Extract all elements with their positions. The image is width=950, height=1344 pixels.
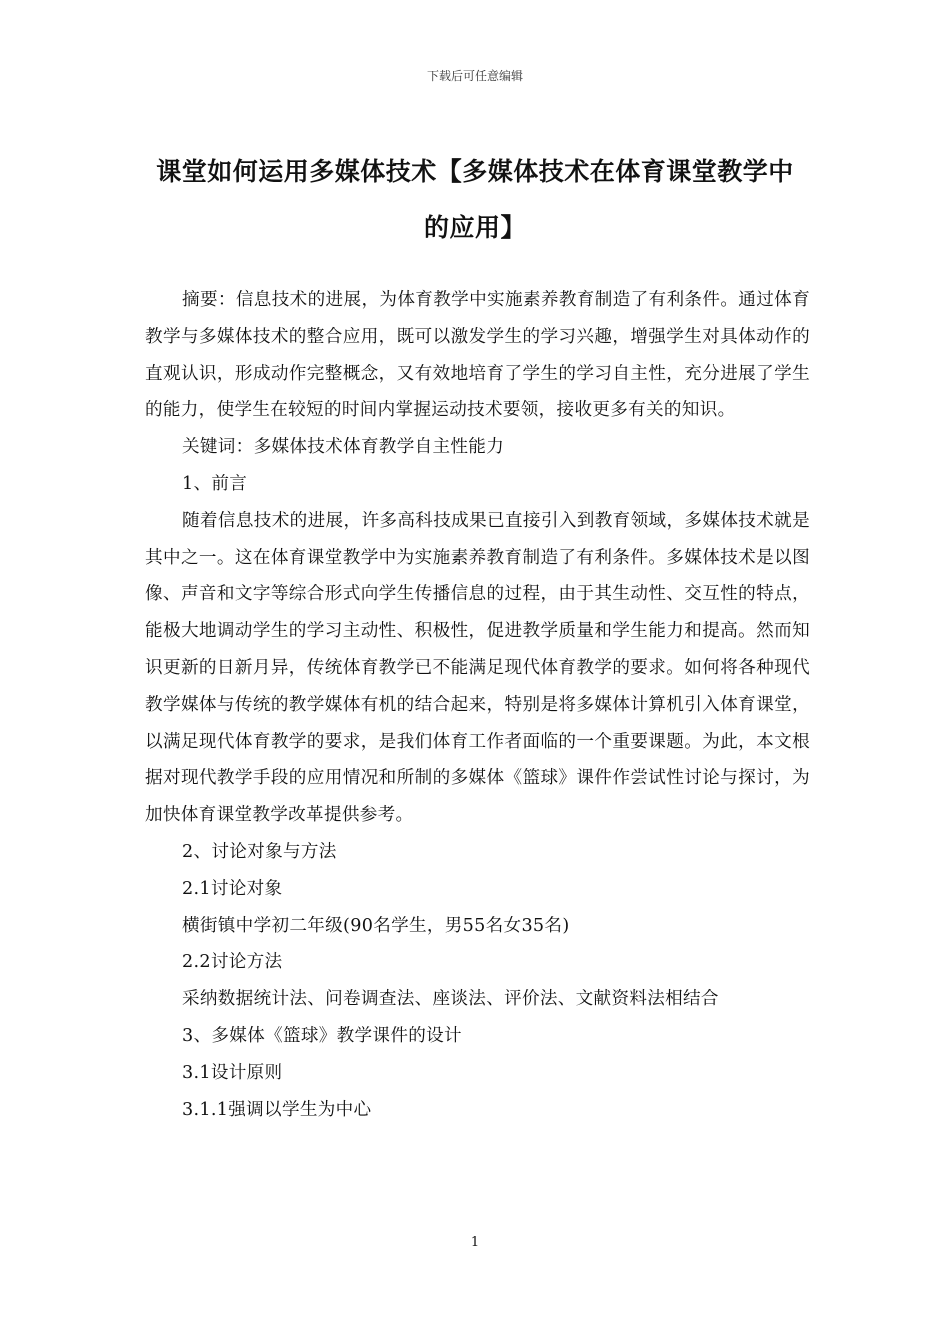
keywords-paragraph: 关键词：多媒体技术体育教学自主性能力 [182, 437, 505, 458]
title-line-1: 课堂如何运用多媒体技术【多媒体技术在体育课堂教学中 [156, 157, 794, 186]
subsection-heading: 3.1.1强调以学生为中心 [182, 1099, 372, 1120]
section-heading: 1、前言 [182, 473, 248, 494]
title-line-2: 的应用】 [423, 213, 526, 242]
abstract-paragraph: 摘要：信息技术的进展，为体育教学中实施素养教育制造了有利条件。通过体育教学与多媒体技术的整合应用，既可以激发学生的学习兴趣，增强学生对具体动作的直观认识，形成动作完整概念，又有效地培育了学生的学习自主性，充分进展了学生的能力，使学生在较短的时间内掌握运动技术要领，接收更多有关的知识。 [145, 290, 810, 421]
page-number: 1 [470, 1235, 480, 1250]
body-paragraph: 采纳数据统计法、问卷调查法、座谈法、评价法、文献资料法相结合 [182, 989, 719, 1010]
section-heading: 3、多媒体《篮球》教学课件的设计 [182, 1025, 462, 1046]
document-title [140, 144, 810, 256]
body-paragraph: 横街镇中学初二年级(90名学生，男55名女35名) [182, 915, 570, 936]
subsection-heading: 3.1设计原则 [182, 1062, 283, 1083]
subsection-heading: 2.2讨论方法 [182, 952, 283, 973]
subsection-heading: 2.1讨论对象 [182, 878, 283, 899]
section-heading: 2、讨论对象与方法 [182, 841, 337, 862]
document-body [145, 282, 810, 1128]
header-note: 下载后可任意编辑 [426, 69, 523, 83]
intro-paragraph: 随着信息技术的进展，许多高科技成果已直接引入到教育领域，多媒体技术就是其中之一。这在体育课堂教学中为实施素养教育制造了有利条件。多媒体技术是以图像、声音和文字等综合形式向学生传播信息的过程，由于其生动性、交互性的特点，能极大地调动学生的学习主动性、积极性，促进教学质量和学生能力和提高。然而知识更新的日新月异，传统体育教学已不能满足现代体育教学的要求。如何将各种现代教学媒体与传统的教学媒体有机的结合起来，特别是将多媒体计算机引入体育课堂，以满足现代体育教学的要求，是我们体育工作者面临的一个重要课题。为此，本文根据对现代教学手段的应用情况和所制的多媒体《篮球》课件作尝试性讨论与探讨，为加快体育课堂教学改革提供参考。 [145, 510, 810, 826]
